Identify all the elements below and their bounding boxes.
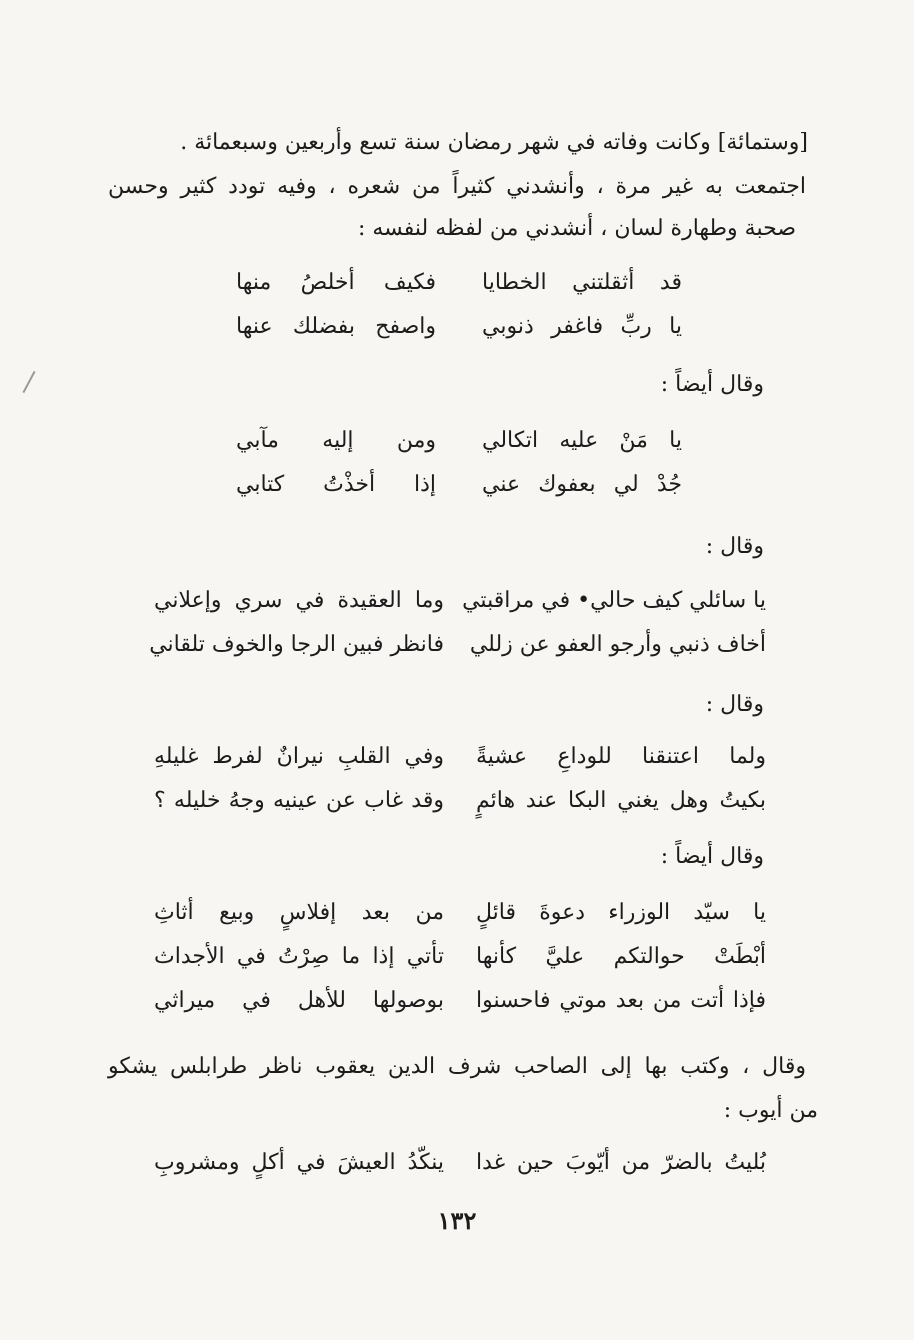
prose-line: [وستمائة] وكانت وفاته في شهر رمضان سنة تسع وأربعين وسبعمائة . <box>180 130 808 155</box>
poem-hemistich-first: يا ربِّ فاغفر ذنوبي <box>482 314 682 339</box>
poem-hemistich-first: يا مَنْ عليه اتكالي <box>482 428 682 453</box>
poem-hemistich-second: إذا أخذْتُ كتابي <box>236 472 436 497</box>
poem-hemistich-second: وفي القلبِ نيرانٌ لفرط غليلهِ <box>154 744 444 769</box>
poem-hemistich-second: فكيف أخلصُ منها <box>236 270 436 295</box>
poem-hemistich-second: وما العقيدة في سري وإعلاني <box>154 588 444 613</box>
poem-hemistich-first: أخاف ذنبي وأرجو العفو عن زللي <box>469 632 766 657</box>
poem-hemistich-second: بوصولها للأهل في ميراثي <box>154 988 444 1013</box>
margin-mark <box>22 371 35 393</box>
poem-hemistich-first: جُدْ لي بعفوك عني <box>482 472 682 497</box>
poem-hemistich-second: من بعد إفلاسٍ وبيع أثاثِ <box>154 900 444 925</box>
poem-hemistich-first: بكيتُ وهل يغني البكا عند هائمٍ <box>476 788 766 813</box>
poem-hemistich-second: فانظر فبين الرجا والخوف تلقاني <box>149 632 444 657</box>
poem-hemistich-first: بُليتُ بالضرّ من أيّوبَ حين غدا <box>476 1150 766 1175</box>
poem-hemistich-first: فإذا أتت من بعد موتي فاحسنوا <box>476 988 766 1013</box>
poem-hemistich-second: ينكّدُ العيشَ في أكلٍ ومشروبِ <box>154 1150 444 1175</box>
poem-hemistich-second: واصفح بفضلك عنها <box>236 314 436 339</box>
prose-line: من أيوب : <box>723 1098 818 1123</box>
section-heading: وقال : <box>705 534 764 559</box>
poem-hemistich-first: يا سيّد الوزراء دعوةَ قائلٍ <box>476 900 766 925</box>
poem-hemistich-second: تأتي إذا ما صِرْتُ في الأجداث <box>154 944 444 969</box>
section-heading: وقال أيضاً : <box>660 844 764 869</box>
poem-hemistich-first: أبْطَتْ حوالتكم عليَّ كأنها <box>476 944 766 969</box>
section-heading: وقال : <box>705 692 764 717</box>
poem-hemistich-second: وقد غاب عن عينيه وجهُ خليله ؟ <box>154 788 444 813</box>
page-number: ١٣٢ <box>437 1206 477 1235</box>
prose-line: اجتمعت به غير مرة ، وأنشدني كثيراً من شعره ، وفيه تودد كثير وحسن <box>108 174 806 199</box>
poem-hemistich-first: قد أثقلتني الخطايا <box>482 270 682 295</box>
prose-line: وقال ، وكتب بها إلى الصاحب شرف الدين يعقوب ناظر طرابلس يشكو <box>108 1054 806 1079</box>
poem-hemistich-first: يا سائلي كيف حالي• في مراقبتي <box>462 588 766 613</box>
poem-hemistich-first: ولما اعتنقنا للوداعِ عشيةً <box>476 744 766 769</box>
section-heading: وقال أيضاً : <box>660 372 764 397</box>
poem-hemistich-second: ومن إليه مآبي <box>236 428 436 453</box>
prose-line: صحبة وطهارة لسان ، أنشدني من لفظه لنفسه : <box>357 216 796 241</box>
